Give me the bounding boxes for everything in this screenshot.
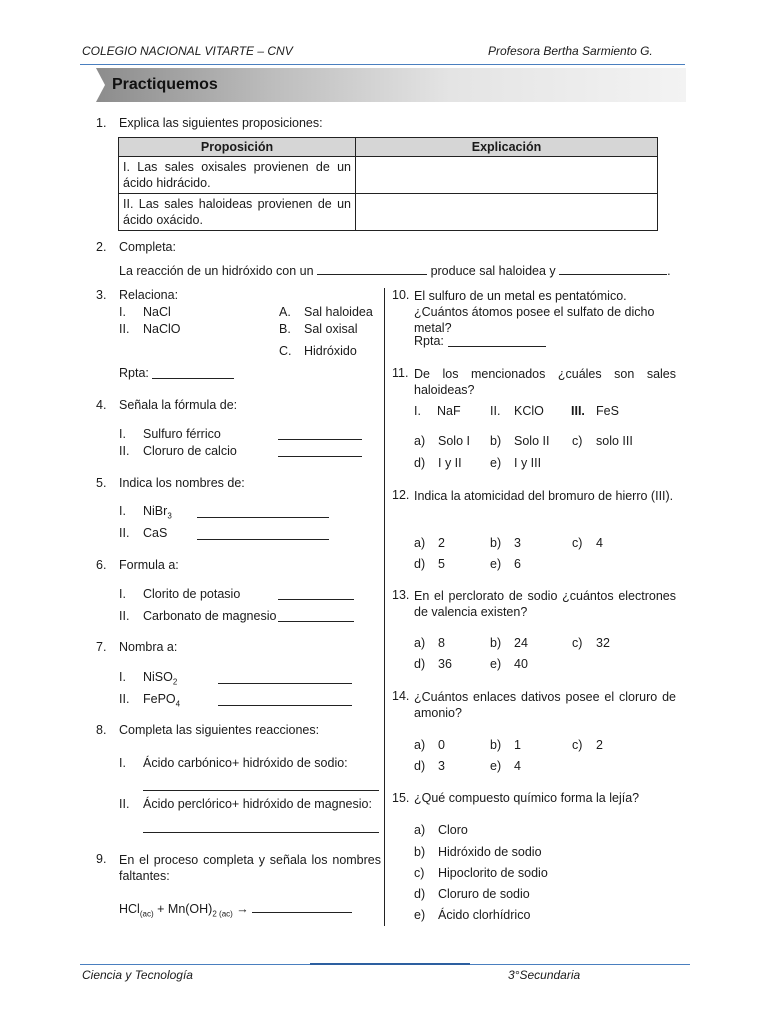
q10-number: 10. <box>392 288 410 302</box>
q6-item2-roman: II. <box>119 609 130 623</box>
q15-opt-e[interactable]: Ácido clorhídrico <box>438 908 531 922</box>
q14-number: 14. <box>392 689 410 703</box>
q13-number: 13. <box>392 588 410 602</box>
q9-eq1-sub: (ac) <box>139 909 154 919</box>
q12-opt-b-letter: b) <box>490 536 502 550</box>
footer-accent <box>310 963 470 965</box>
footer-grade: 3°Secundaria <box>508 968 581 982</box>
q6-label: Formula a: <box>119 558 179 572</box>
q8-item2-roman: II. <box>119 797 130 811</box>
q7-label: Nombra a: <box>119 640 178 654</box>
q13-opt-a[interactable]: 8 <box>438 636 445 650</box>
q3-rpta-label: Rpta: <box>119 366 149 380</box>
q11-item1: NaF <box>437 404 461 418</box>
header-rule <box>80 64 685 65</box>
q15-opt-d-letter: d) <box>414 887 426 901</box>
q14-opt-b[interactable]: 1 <box>514 738 521 752</box>
q12-text: Indica la atomicidad del bromuro de hierro (III). <box>414 489 674 503</box>
q14-opt-a-letter: a) <box>414 738 426 752</box>
q11-opt-d-letter: d) <box>414 456 426 470</box>
q13-opt-b[interactable]: 24 <box>514 636 528 650</box>
q8-item1: Ácido carbónico+ hidróxido de sodio: <box>143 756 348 770</box>
q1-col-proposicion: Proposición <box>119 138 356 157</box>
section-title: Practiquemos <box>112 76 218 93</box>
column-divider <box>384 288 385 926</box>
q3-left-2-roman: II. <box>119 322 130 336</box>
q7-number: 7. <box>96 640 107 654</box>
q3-right-c: Hidróxido <box>304 344 357 358</box>
q4-label: Señala la fórmula de: <box>119 398 238 412</box>
q9-eq2: Mn(OH) <box>167 902 213 916</box>
table-row <box>119 157 658 194</box>
q12-opt-a-letter: a) <box>414 536 426 550</box>
q4-number: 4. <box>96 398 107 412</box>
q11-opt-d[interactable]: I y II <box>438 456 462 470</box>
q10-text: El sulfuro de un metal es pentatómico. ¿Cuántos átomos posee el sulfato de dicho metal? <box>414 289 655 335</box>
q3-left-1: NaCl <box>143 305 171 319</box>
q3-label: Relaciona: <box>119 288 179 302</box>
q11-item2: KClO <box>514 404 544 418</box>
q1-text: Explica las siguientes proposiciones: <box>119 116 323 130</box>
q5-item2-roman: II. <box>119 526 130 540</box>
q4-item2-blank[interactable] <box>278 444 362 457</box>
q11-item1-roman: I. <box>414 404 421 418</box>
q15-opt-c-letter: c) <box>414 866 425 880</box>
q8-label: Completa las siguientes reacciones: <box>119 723 320 737</box>
q15-text: ¿Qué compuesto químico forma la lejía? <box>414 791 640 805</box>
q2-blank1[interactable] <box>317 262 427 275</box>
q7-item2-base: FePO <box>143 692 176 706</box>
q7-item2-roman: II. <box>119 692 130 706</box>
q11-opt-c[interactable]: solo III <box>596 434 633 448</box>
q9-eq2-sub: 2 (ac) <box>212 909 233 919</box>
q9-equation <box>119 900 352 919</box>
footer-subject: Ciencia y Tecnología <box>82 968 193 982</box>
q2-blank2[interactable] <box>559 262 667 275</box>
q10-rpta-blank[interactable] <box>448 334 546 347</box>
q13-opt-e-letter: e) <box>490 657 502 671</box>
q12-opt-b[interactable]: 3 <box>514 536 521 550</box>
q12-opt-c[interactable]: 4 <box>596 536 603 550</box>
q7-item1 <box>143 670 177 687</box>
q12-opt-d[interactable]: 5 <box>438 557 445 571</box>
q12-opt-d-letter: d) <box>414 557 426 571</box>
q7-item1-base: NiSO <box>143 670 173 684</box>
q12-number: 12. <box>392 488 410 502</box>
q14-opt-c[interactable]: 2 <box>596 738 603 752</box>
q6-item1-blank[interactable] <box>278 587 354 600</box>
q4-item1-roman: I. <box>119 427 126 441</box>
q14-text: ¿Cuántos enlaces dativos posee el cloruro de amonio? <box>414 690 676 720</box>
q7-item1-roman: I. <box>119 670 126 684</box>
q3-rpta-blank[interactable] <box>152 366 234 379</box>
q13-opt-c[interactable]: 32 <box>596 636 610 650</box>
q15-opt-c[interactable]: Hipoclorito de sodio <box>438 866 548 880</box>
q11-opt-e-letter: e) <box>490 456 502 470</box>
q13-opt-d-letter: d) <box>414 657 426 671</box>
q5-item1-roman: I. <box>119 504 126 518</box>
q4-item1-blank[interactable] <box>278 427 362 440</box>
q2-part2: produce sal haloidea y <box>430 264 556 278</box>
q8-item1-roman: I. <box>119 756 126 770</box>
q14-opt-d[interactable]: 3 <box>438 759 445 773</box>
q9-plus: + <box>157 902 165 916</box>
q4-item2: Cloruro de calcio <box>143 444 237 458</box>
q4-item1: Sulfuro férrico <box>143 427 221 441</box>
q5-item2-blank[interactable] <box>197 527 329 540</box>
q13-opt-b-letter: b) <box>490 636 502 650</box>
q3-right-a: Sal haloidea <box>304 305 373 319</box>
q9-text: En el proceso completa y señala los nombres faltantes: <box>119 853 381 883</box>
q12-opt-c-letter: c) <box>572 536 583 550</box>
q2-sentence <box>119 262 671 278</box>
q13-opt-d[interactable]: 36 <box>438 657 452 671</box>
q8-item2-blank[interactable] <box>143 820 379 833</box>
q2-number: 2. <box>96 240 107 254</box>
arrow-right-icon: → <box>236 902 249 916</box>
q15-opt-d[interactable]: Cloruro de sodio <box>438 887 530 901</box>
q7-item1-blank[interactable] <box>218 671 352 684</box>
q5-label: Indica los nombres de: <box>119 476 245 490</box>
q1-row1-answer[interactable] <box>356 157 658 194</box>
q11-opt-b[interactable]: Solo II <box>514 434 550 448</box>
q2-part1: La reacción de un hidróxido con un <box>119 264 314 278</box>
q14-opt-d-letter: d) <box>414 759 426 773</box>
q12-opt-e[interactable]: 6 <box>514 557 521 571</box>
q1-number: 1. <box>96 116 107 130</box>
q2-label: Completa: <box>119 240 176 254</box>
q6-number: 6. <box>96 558 107 572</box>
q15-opt-b[interactable]: Hidróxido de sodio <box>438 845 542 859</box>
q9-blank[interactable] <box>252 900 352 913</box>
q2-period: . <box>667 264 671 278</box>
q6-item1: Clorito de potasio <box>143 587 241 601</box>
q12-opt-a[interactable]: 2 <box>438 536 445 550</box>
q5-number: 5. <box>96 476 107 490</box>
q11-opt-e[interactable]: I y III <box>514 456 542 470</box>
q14-opt-a[interactable]: 0 <box>438 738 445 752</box>
q11-text: De los mencionados ¿cuáles son sales haloideas? <box>414 367 676 397</box>
q11-opt-a-letter: a) <box>414 434 426 448</box>
q3-left-2: NaClO <box>143 322 181 336</box>
q12-opt-e-letter: e) <box>490 557 502 571</box>
q1-table <box>118 137 658 231</box>
q15-opt-a-letter: a) <box>414 823 426 837</box>
q15-opt-b-letter: b) <box>414 845 426 859</box>
q14-opt-c-letter: c) <box>572 738 583 752</box>
q3-left-1-roman: I. <box>119 305 126 319</box>
q8-item2: Ácido perclórico+ hidróxido de magnesio: <box>143 797 372 811</box>
banner-arrow-icon <box>96 68 105 102</box>
q7-item1-sub: 2 <box>172 677 178 687</box>
q3-right-c-letter: C. <box>279 344 292 358</box>
q8-number: 8. <box>96 723 107 737</box>
q4-item2-roman: II. <box>119 444 130 458</box>
q7-item2-sub: 4 <box>175 699 181 709</box>
header-teacher: Profesora Bertha Sarmiento G. <box>488 44 653 58</box>
q14-opt-e[interactable]: 4 <box>514 759 521 773</box>
q5-item1-sub: 3 <box>167 511 172 521</box>
q3-right-b-letter: B. <box>279 322 291 336</box>
q3-right-a-letter: A. <box>279 305 291 319</box>
q1-row1-text: I. Las sales oxisales provienen de un ácido hidrácido. <box>119 157 356 194</box>
q13-opt-a-letter: a) <box>414 636 426 650</box>
header-school: COLEGIO NACIONAL VITARTE – CNV <box>82 44 293 58</box>
q5-item1 <box>143 504 172 521</box>
q11-number: 11. <box>392 366 409 380</box>
q7-item2 <box>143 692 180 709</box>
q11-item2-roman: II. <box>490 404 501 418</box>
q15-opt-e-letter: e) <box>414 908 426 922</box>
q5-item1-blank[interactable] <box>197 505 329 518</box>
q11-item3: FeS <box>596 404 619 418</box>
q14-opt-b-letter: b) <box>490 738 502 752</box>
q11-opt-b-letter: b) <box>490 434 502 448</box>
table-row <box>119 194 658 231</box>
q13-opt-c-letter: c) <box>572 636 583 650</box>
q9-eq1: HCl <box>119 902 140 916</box>
q1-row2-text: II. Las sales haloideas provienen de un ácido oxácido. <box>119 194 356 231</box>
q15-number: 15. <box>392 791 410 805</box>
q14-opt-e-letter: e) <box>490 759 502 773</box>
q6-item1-roman: I. <box>119 587 126 601</box>
q13-text: En el perclorato de sodio ¿cuántos electrones de valencia existen? <box>414 589 676 619</box>
q6-item2-blank[interactable] <box>278 609 354 622</box>
q3-right-b: Sal oxisal <box>304 322 358 336</box>
q5-item1-base: NiBr <box>143 504 168 518</box>
q5-item2: CaS <box>143 526 168 540</box>
q6-item2: Carbonato de magnesio <box>143 609 277 623</box>
q13-opt-e[interactable]: 40 <box>514 657 528 671</box>
q15-opt-a[interactable]: Cloro <box>438 823 468 837</box>
q11-item3-roman: III. <box>571 404 585 418</box>
q7-item2-blank[interactable] <box>218 693 352 706</box>
q3-number: 3. <box>96 288 107 302</box>
q11-opt-a[interactable]: Solo I <box>438 434 470 448</box>
q1-row2-answer[interactable] <box>356 194 658 231</box>
q1-col-explicacion: Explicación <box>356 138 658 157</box>
q11-opt-c-letter: c) <box>572 434 583 448</box>
q9-number: 9. <box>96 852 107 866</box>
q10-rpta-label: Rpta: <box>414 334 444 348</box>
q8-item1-blank[interactable] <box>143 778 379 791</box>
